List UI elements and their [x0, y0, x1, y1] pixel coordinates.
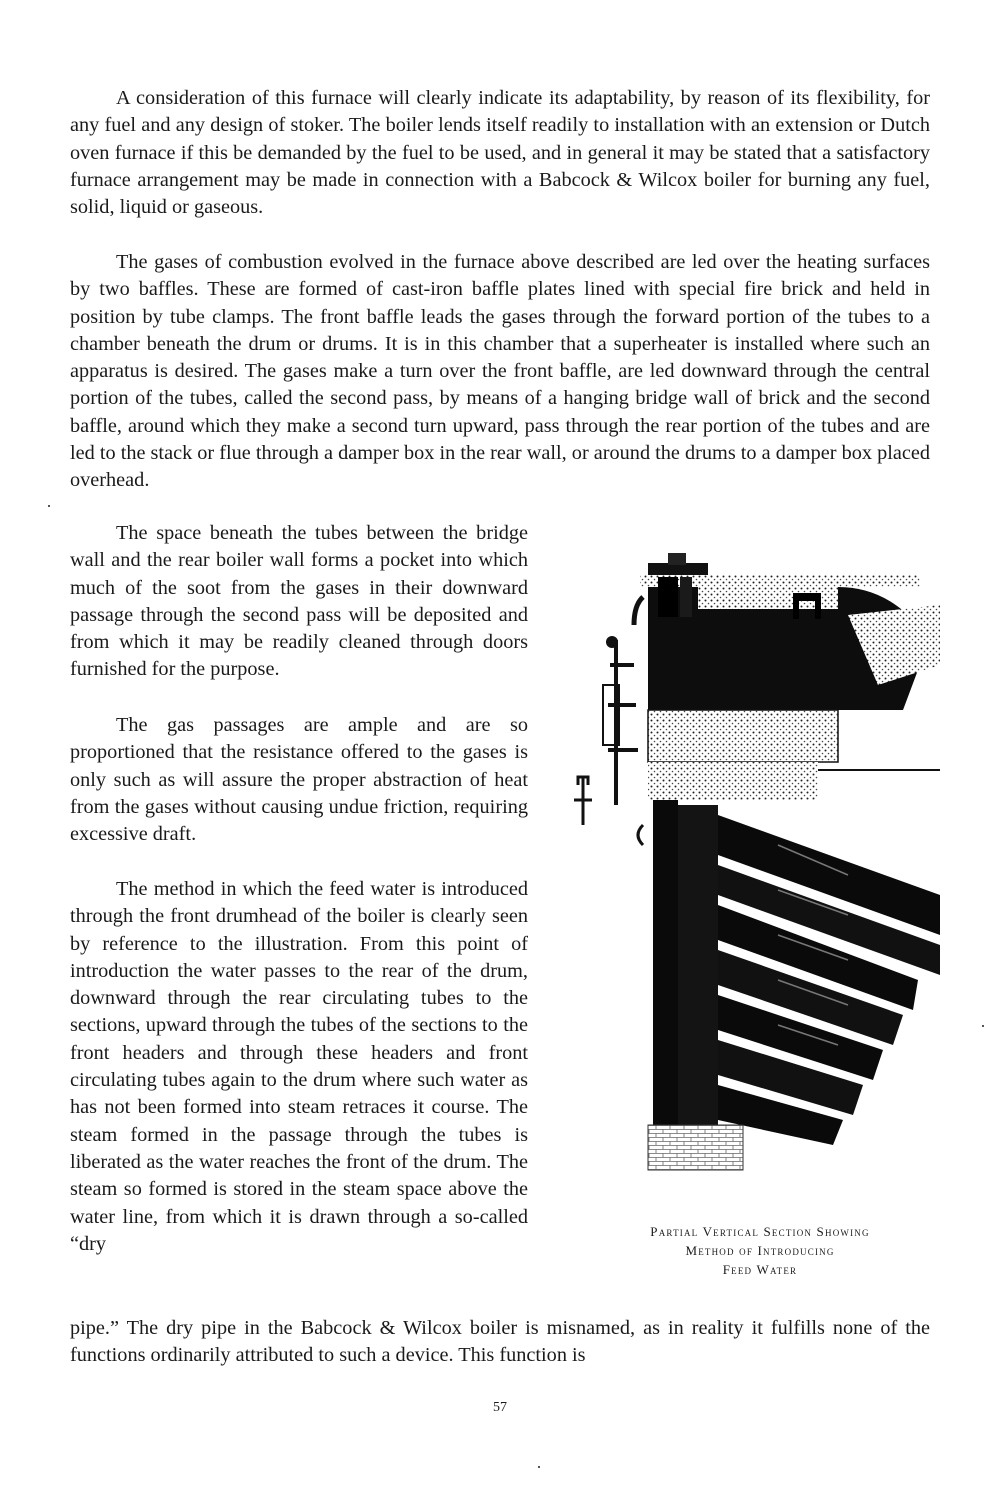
- brickwork: [648, 1125, 743, 1170]
- margin-speck: [48, 505, 50, 507]
- paragraph-feed-water: The method in which the feed water is introduced through the front drumhead of the boiler is clearly seen by reference to the illustration. From this point of introduction the water passes to the rear of the drum, downward through the rear circulating tubes to the sections, upward through the tubes of the sections to the front headers and through these headers and front circulating tubes again to the drum where such water as has not been formed into steam retraces it course. The steam formed in the passage through the tubes is liberated as the water reaches the front of the drum. The steam so formed is stored in the steam space above the water line, from which it is drawn through a so-called “dry: [70, 878, 528, 1255]
- margin-speck: [538, 1466, 540, 1468]
- steam-drum: [640, 553, 940, 710]
- water-column-piping: [574, 597, 643, 825]
- boiler-tubes: [718, 815, 940, 1145]
- margin-speck: [982, 1025, 984, 1027]
- caption-line-3: Feed Water: [722, 1262, 798, 1277]
- page-number: 57: [493, 1400, 507, 1415]
- caption-line-1: Partial Vertical Section Showing: [650, 1224, 870, 1239]
- figure-caption: [585, 1222, 935, 1279]
- boiler-section-illustration: [548, 545, 940, 1175]
- paragraph-gases-of-combustion: The gases of combustion evolved in the furnace above described are led over the heating surfaces by two baffles. These are formed of cast-iron baffle plates lined with special fire brick and held in position by tube clamps. The front baffle leads the gases through the forward portion of the tubes to a chamber beneath the drum or drums. It is in this chamber that a superheater is installed where such an apparatus is desired. The gases make a turn over the front baffle, are led downward through the central portion of the tubes, called the second pass, by means of a hanging bridge wall of brick and the second baffle, around which they make a second turn upward, pass through the rear portion of the tubes and are led to the stack or flue through a damper box in the rear wall, or around the drums to a damper box placed overhead.: [70, 251, 930, 492]
- front-header: [638, 800, 718, 1140]
- caption-line-2: Method of Introducing: [685, 1243, 835, 1258]
- drum-lower-section: [648, 710, 940, 800]
- paragraph-soot-pocket: The space beneath the tubes between the bridge wall and the rear boiler wall forms a pocket into which much of the soot from the gases in their downward passage through the second pass will be deposited and from which it may be readily cleaned through doors furnished for the purpose.: [70, 522, 528, 681]
- paragraph-dry-pipe: pipe.” The dry pipe in the Babcock & Wilcox boiler is misnamed, as in reality it fulfills none of the functions ordinarily attributed to such a device. This function is: [70, 1317, 930, 1367]
- paragraph-gas-passages: The gas passages are ample and are so proportioned that the resistance offered to the gases is only such as will assure the proper abstraction of heat from the gases without causing undue friction, requiring excessive draft.: [70, 714, 528, 846]
- paragraph-furnace-adaptability: A consideration of this furnace will clearly indicate its adaptability, by reason of its flexibility, for any fuel and any design of stoker. The boiler lends itself readily to installation with an extension or Dutch oven furnace if this be demanded by the fuel to be used, and in general it may be stated that a satisfactory furnace arrangement may be made in connection with a Babcock & Wilcox boiler for burning any fuel, solid, liquid or gaseous.: [70, 87, 930, 219]
